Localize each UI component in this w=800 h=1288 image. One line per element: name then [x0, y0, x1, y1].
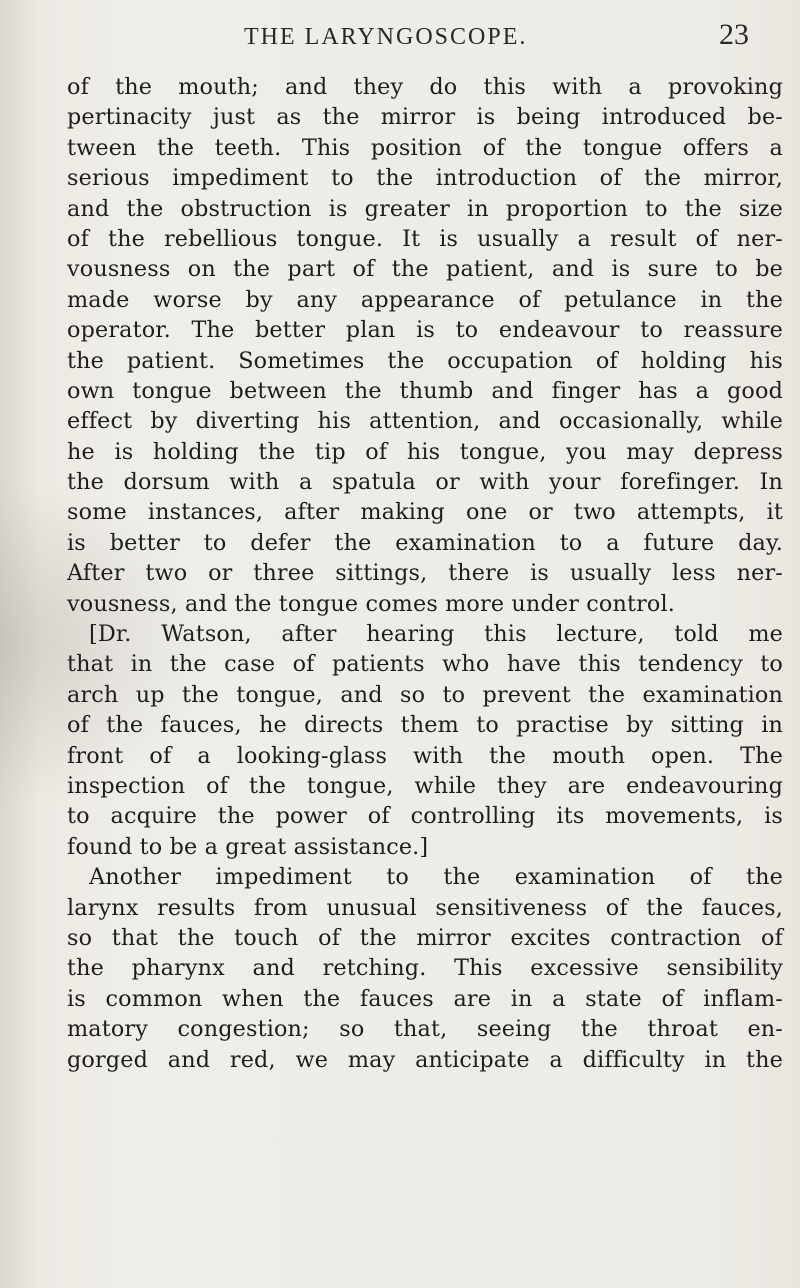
- text-line: made worse by any appearance of petulance in the: [67, 286, 783, 313]
- text-line: is better to defer the examination to a future day.: [67, 529, 783, 556]
- text-line: vousness, and the tongue comes more under control.: [67, 590, 675, 617]
- text-line: own tongue between the thumb and finger has a good: [67, 377, 783, 404]
- text-line: the dorsum with a spatula or with your forefinger. In: [67, 469, 783, 496]
- text-line: so that the touch of the mirror excites contraction of: [67, 924, 783, 951]
- text-line: some instances, after making one or two attempts, it: [67, 499, 783, 526]
- text-line: gorged and red, we may anticipate a difficulty in the: [67, 1046, 783, 1073]
- text-line: the patient. Sometimes the occupation of holding his: [67, 347, 783, 374]
- text-line: he is holding the tip of his tongue, you may depress: [67, 438, 783, 465]
- text-line: serious impediment to the introduction of the mirror,: [67, 165, 783, 192]
- text-line: found to be a great assistance.]: [67, 833, 429, 860]
- text-line: to acquire the power of controlling its movements, is: [67, 803, 783, 830]
- text-line: operator. The better plan is to endeavour to reassure: [67, 317, 783, 344]
- text-line: pertinacity just as the mirror is being introduced be-: [67, 104, 783, 131]
- text-line: After two or three sittings, there is usually less ner-: [67, 560, 783, 587]
- text-line: that in the case of patients who have this tendency to: [67, 651, 783, 678]
- body-text: [67, 72, 783, 1075]
- text-line: effect by diverting his attention, and occasionally, while: [67, 408, 783, 435]
- running-head-title: THE LARYNGOSCOPE.: [244, 24, 528, 50]
- text-line: Another impediment to the examination of the: [89, 864, 783, 891]
- text-line: and the obstruction is greater in proportion to the size: [67, 195, 783, 222]
- text-line: front of a looking-glass with the mouth open. The: [67, 742, 783, 769]
- text-line: matory congestion; so that, seeing the throat en-: [67, 1016, 783, 1043]
- text-line: [Dr. Watson, after hearing this lecture, told me: [89, 621, 783, 648]
- text-line: larynx results from unusual sensitiveness of the fauces,: [67, 894, 783, 921]
- text-line: the pharynx and retching. This excessive sensibility: [67, 955, 783, 982]
- text-line: tween the teeth. This position of the tongue offers a: [67, 134, 783, 161]
- text-line: inspection of the tongue, while they are endeavouring: [67, 772, 783, 799]
- text-line: is common when the fauces are in a state of inflam-: [67, 985, 783, 1012]
- text-line: of the fauces, he directs them to practise by sitting in: [67, 712, 783, 739]
- text-line: of the mouth; and they do this with a provoking: [67, 74, 783, 100]
- text-line: vousness on the part of the patient, and is sure to be: [67, 256, 783, 283]
- text-line: of the rebellious tongue. It is usually a result of ner-: [67, 225, 783, 252]
- page-number: 23: [719, 18, 749, 51]
- text-line: arch up the tongue, and so to prevent the examination: [67, 681, 783, 708]
- running-head: [0, 18, 800, 58]
